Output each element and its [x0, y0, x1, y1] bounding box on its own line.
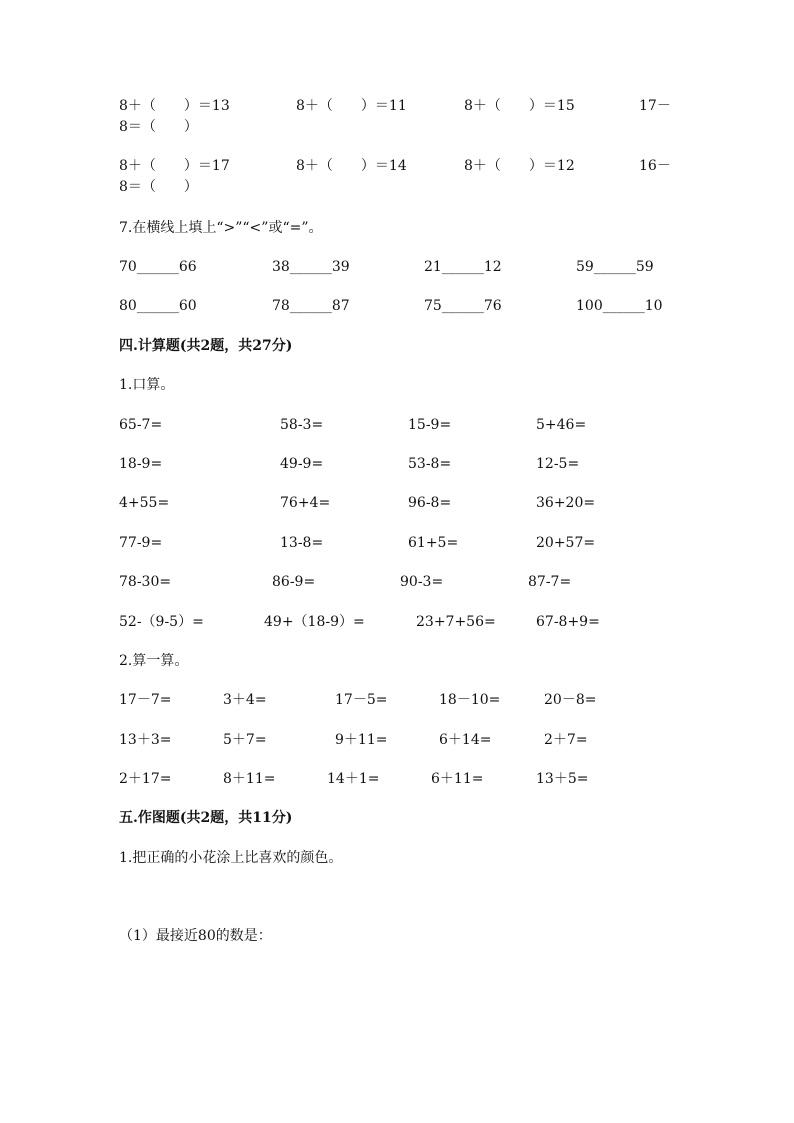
oral-item: 78-30=	[119, 574, 172, 590]
calc-item: 13＋5=	[536, 771, 589, 787]
fill-item: 8＋（ ）＝15	[464, 98, 575, 114]
fill-item: 8＋（ ）＝14	[296, 158, 407, 174]
question-2	[0, 651, 794, 671]
fill-row-wrap	[0, 117, 794, 137]
oral-item: 13-8=	[280, 535, 324, 551]
question-7	[0, 218, 794, 238]
fill-row	[0, 156, 794, 176]
compare-item: 70______66	[119, 259, 197, 275]
compare-item: 21______12	[424, 259, 502, 275]
compare-item: 80______60	[119, 298, 197, 314]
calc-item: 17－7=	[119, 692, 172, 708]
fill-item: 8＋（ ）＝17	[119, 158, 230, 174]
fill-item: 8＋（ ）＝13	[119, 98, 230, 114]
compare-item: 59______59	[576, 259, 654, 275]
calc-item: 6＋14=	[439, 732, 492, 748]
section-4-heading	[0, 336, 794, 356]
oral-item: 49-9=	[280, 456, 324, 472]
oral-item: 36+20=	[536, 495, 596, 511]
fill-row-wrap	[0, 177, 794, 197]
oral-row	[0, 454, 794, 474]
sub-question	[0, 926, 794, 946]
oral-item: 4+55=	[119, 495, 170, 511]
calc-item: 2＋7=	[544, 732, 588, 748]
fill-item: 8＝（ ）	[119, 119, 198, 135]
compare-row	[0, 257, 794, 277]
calc-item: 5＋7=	[223, 732, 267, 748]
fill-item: 17－	[639, 98, 671, 114]
compare-row	[0, 296, 794, 316]
calc-item: 17－5=	[335, 692, 388, 708]
oral-item: 12-5=	[536, 456, 580, 472]
oral-item: 23+7+56=	[416, 614, 496, 630]
oral-item: 53-8=	[408, 456, 452, 472]
calc-item: 20－8=	[544, 692, 597, 708]
calc-row	[0, 690, 794, 710]
question-title: 2.算一算。	[119, 653, 189, 669]
calc-item: 18－10=	[439, 692, 501, 708]
calc-item: 2＋17=	[119, 771, 172, 787]
question-1	[0, 848, 794, 868]
oral-item: 65-7=	[119, 417, 163, 433]
calc-row	[0, 730, 794, 750]
oral-item: 5+46=	[536, 417, 587, 433]
oral-item: 20+57=	[536, 535, 596, 551]
oral-item: 77-9=	[119, 535, 163, 551]
oral-item: 61+5=	[408, 535, 459, 551]
oral-row	[0, 533, 794, 553]
calc-item: 13＋3=	[119, 732, 172, 748]
oral-row	[0, 612, 794, 632]
question-title: 7.在横线上填上“>”“<”或“=”。	[119, 220, 323, 236]
oral-row	[0, 415, 794, 435]
oral-item: 58-3=	[280, 417, 324, 433]
fill-item: 8＋（ ）＝12	[464, 158, 575, 174]
oral-item: 15-9=	[408, 417, 452, 433]
oral-item: 86-9=	[272, 574, 316, 590]
oral-item: 87-7=	[528, 574, 572, 590]
compare-item: 78______87	[272, 298, 350, 314]
fill-item: 8＋（ ）＝11	[296, 98, 407, 114]
compare-item: 38______39	[272, 259, 350, 275]
sub-question-text: （1）最接近80的数是：	[119, 928, 272, 944]
oral-item: 96-8=	[408, 495, 452, 511]
oral-item: 49+（18-9）=	[264, 614, 365, 630]
oral-item: 76+4=	[280, 495, 331, 511]
oral-item: 18-9=	[119, 456, 163, 472]
section-title: 五.作图题(共2题，共11分)	[119, 810, 293, 826]
calc-row	[0, 769, 794, 789]
oral-row	[0, 493, 794, 513]
oral-item: 67-8+9=	[536, 614, 600, 630]
compare-item: 75______76	[424, 298, 502, 314]
question-title: 1.把正确的小花涂上比喜欢的颜色。	[119, 850, 343, 866]
fill-item: 16－	[639, 158, 671, 174]
question-1	[0, 375, 794, 395]
oral-row	[0, 572, 794, 592]
calc-item: 3＋4=	[223, 692, 267, 708]
calc-item: 9＋11=	[335, 732, 388, 748]
fill-item: 8＝（ ）	[119, 179, 198, 195]
compare-item: 100______10	[576, 298, 663, 314]
calc-item: 8＋11=	[223, 771, 276, 787]
section-5-heading	[0, 808, 794, 828]
section-title: 四.计算题(共2题，共27分)	[119, 338, 293, 354]
question-title: 1.口算。	[119, 377, 175, 393]
fill-row	[0, 96, 794, 116]
calc-item: 14＋1=	[327, 771, 380, 787]
oral-item: 90-3=	[400, 574, 444, 590]
oral-item: 52-（9-5）=	[119, 614, 204, 630]
calc-item: 6＋11=	[431, 771, 484, 787]
